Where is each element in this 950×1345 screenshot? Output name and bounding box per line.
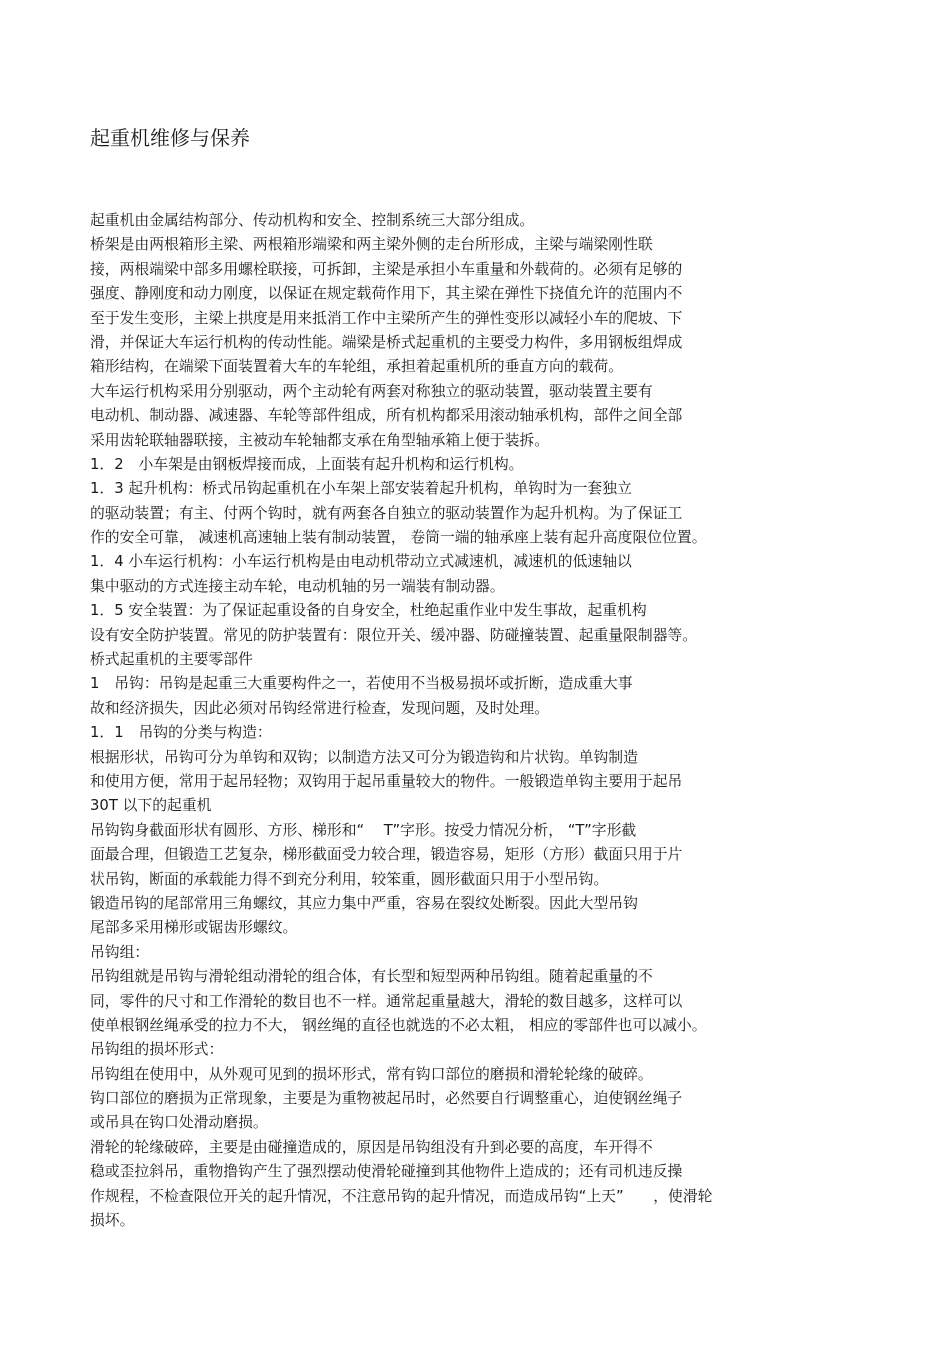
paragraph-line: 吊钩组在使用中，从外观可见到的损坏形式，常有钩口部位的磨损和滑轮轮缘的破碎。 <box>90 1064 653 1083</box>
paragraph-line: 根据形状，吊钩可分为单钩和双钩；以制造方法又可分为锻造钩和片状钩。单钩制造 <box>90 747 638 766</box>
paragraph-line: 钩口部位的磨损为正常现象，主要是为重物被起吊时，必然要自行调整重心，迫使钢丝绳子 <box>90 1089 683 1108</box>
paragraph-line: 接，两根端梁中部多用螺栓联接，可拆卸，主梁是承担小车重量和外载荷的。必须有足够的 <box>90 259 683 278</box>
document-body <box>90 208 870 1232</box>
paragraph-line: 使单根钢丝绳承受的拉力不大， 钢丝绳的直径也就选的不必太粗， 相应的零部件也可以减小。 <box>90 1015 707 1034</box>
paragraph-line: 吊钩钩身截面形状有圆形、方形、梯形和“ T”字形。按受力情况分析， “T”字形截 <box>90 820 637 839</box>
paragraph-line: 采用齿轮联轴器联接，主被动车轮轴都支承在角型轴承箱上便于装拆。 <box>90 430 550 449</box>
paragraph-line: 吊钩组的损坏形式： <box>90 1040 224 1059</box>
paragraph-line: 状吊钩，断面的承载能力得不到充分利用，较笨重，圆形截面只用于小型吊钩。 <box>90 869 609 888</box>
paragraph-line: 1．3 起升机构：桥式吊钩起重机在小车架上部安装着起升机构，单钩时为一套独立 <box>90 479 632 498</box>
paragraph-line: 同，零件的尺寸和工作滑轮的数目也不一样。通常起重量越大，滑轮的数目越多，这样可以 <box>90 991 683 1010</box>
paragraph-line: 滑，并保证大车运行机构的传动性能。端梁是桥式起重机的主要受力构件，多用钢板组焊成 <box>90 332 683 351</box>
paragraph-line: 箱形结构，在端梁下面装置着大车的车轮组，承担着起重机所的垂直方向的载荷。 <box>90 357 624 376</box>
paragraph-line: 1．2 小车架是由钢板焊接而成，上面装有起升机构和运行机构。 <box>90 454 524 473</box>
paragraph-line: 1．4 小车运行机构：小车运行机构是由电动机带动立式减速机，减速机的低速轴以 <box>90 552 632 571</box>
paragraph-line: 的驱动装置；有主、付两个钩时，就有两套各自独立的驱动装置作为起升机构。为了保证工 <box>90 503 683 522</box>
paragraph-line: 稳或歪拉斜吊，重物撸钩产生了强烈摆动使滑轮碰撞到其他物件上造成的；还有司机违反操 <box>90 1162 683 1181</box>
paragraph-line: 至于发生变形，主梁上拱度是用来抵消工作中主梁所产生的弹性变形以减轻小车的爬坡、下 <box>90 308 683 327</box>
paragraph-line: 故和经济损失，因此必须对吊钩经常进行检查，发现问题，及时处理。 <box>90 698 550 717</box>
paragraph-line: 集中驱动的方式连接主动车轮，电动机轴的另一端装有制动器。 <box>90 576 505 595</box>
paragraph-line: 和使用方便，常用于起吊轻物；双钩用于起吊重量较大的物件。一般锻造单钩主要用于起吊 <box>90 771 683 790</box>
paragraph-line: 1．1 吊钩的分类与构造： <box>90 723 272 742</box>
paragraph-line: 1 吊钩：吊钩是起重三大重要构件之一，若使用不当极易损坏或折断，造成重大事 <box>90 674 633 693</box>
paragraph-line: 吊钩组： <box>90 942 150 961</box>
paragraph-line: 作的安全可靠， 减速机高速轴上装有制动装置， 卷筒一端的轴承座上装有起升高度限位位置。 <box>90 528 707 547</box>
paragraph-line: 锻造吊钩的尾部常用三角螺纹，其应力集中严重，容易在裂纹处断裂。因此大型吊钩 <box>90 893 638 912</box>
paragraph-line: 桥式起重机的主要零部件 <box>90 650 253 669</box>
paragraph-line: 30T 以下的起重机 <box>90 796 212 815</box>
paragraph-line: 滑轮的轮缘破碎，主要是由碰撞造成的，原因是吊钩组没有升到必要的高度，车开得不 <box>90 1137 653 1156</box>
document-title: 起重机维修与保养 <box>90 126 250 150</box>
paragraph-line: 强度、静刚度和动力刚度，以保证在规定载荷作用下，其主梁在弹性下挠值允许的范围内不 <box>90 284 683 303</box>
paragraph-line: 设有安全防护装置。常见的防护装置有：限位开关、缓冲器、防碰撞装置、起重量限制器等。 <box>90 625 698 644</box>
paragraph-line: 电动机、制动器、减速器、车轮等部件组成，所有机构都采用滚动轴承机构，部件之间全部 <box>90 406 683 425</box>
paragraph-line: 尾部多采用梯形或锯齿形螺纹。 <box>90 918 298 937</box>
paragraph-line: 吊钩组就是吊钩与滑轮组动滑轮的组合体，有长型和短型两种吊钩组。随着起重量的不 <box>90 967 653 986</box>
paragraph-line: 作规程，不检查限位开关的起升情况，不注意吊钩的起升情况，而造成吊钩“上天” ，使滑轮 <box>90 1186 713 1205</box>
paragraph-line: 1．5 安全装置：为了保证起重设备的自身安全，杜绝起重作业中发生事故，起重机构 <box>90 601 647 620</box>
paragraph-line: 面最合理，但锻造工艺复杂，梯形截面受力较合理，锻造容易，矩形（方形）截面只用于片 <box>90 845 683 864</box>
paragraph-line: 大车运行机构采用分别驱动，两个主动轮有两套对称独立的驱动装置，驱动装置主要有 <box>90 381 653 400</box>
paragraph-line: 桥架是由两根箱形主梁、两根箱形端梁和两主梁外侧的走台所形成，主梁与端梁刚性联 <box>90 235 653 254</box>
paragraph-line: 损坏。 <box>90 1211 135 1230</box>
paragraph-line: 或吊具在钩口处滑动磨损。 <box>90 1113 268 1132</box>
paragraph-line: 起重机由金属结构部分、传动机构和安全、控制系统三大部分组成。 <box>90 211 535 229</box>
